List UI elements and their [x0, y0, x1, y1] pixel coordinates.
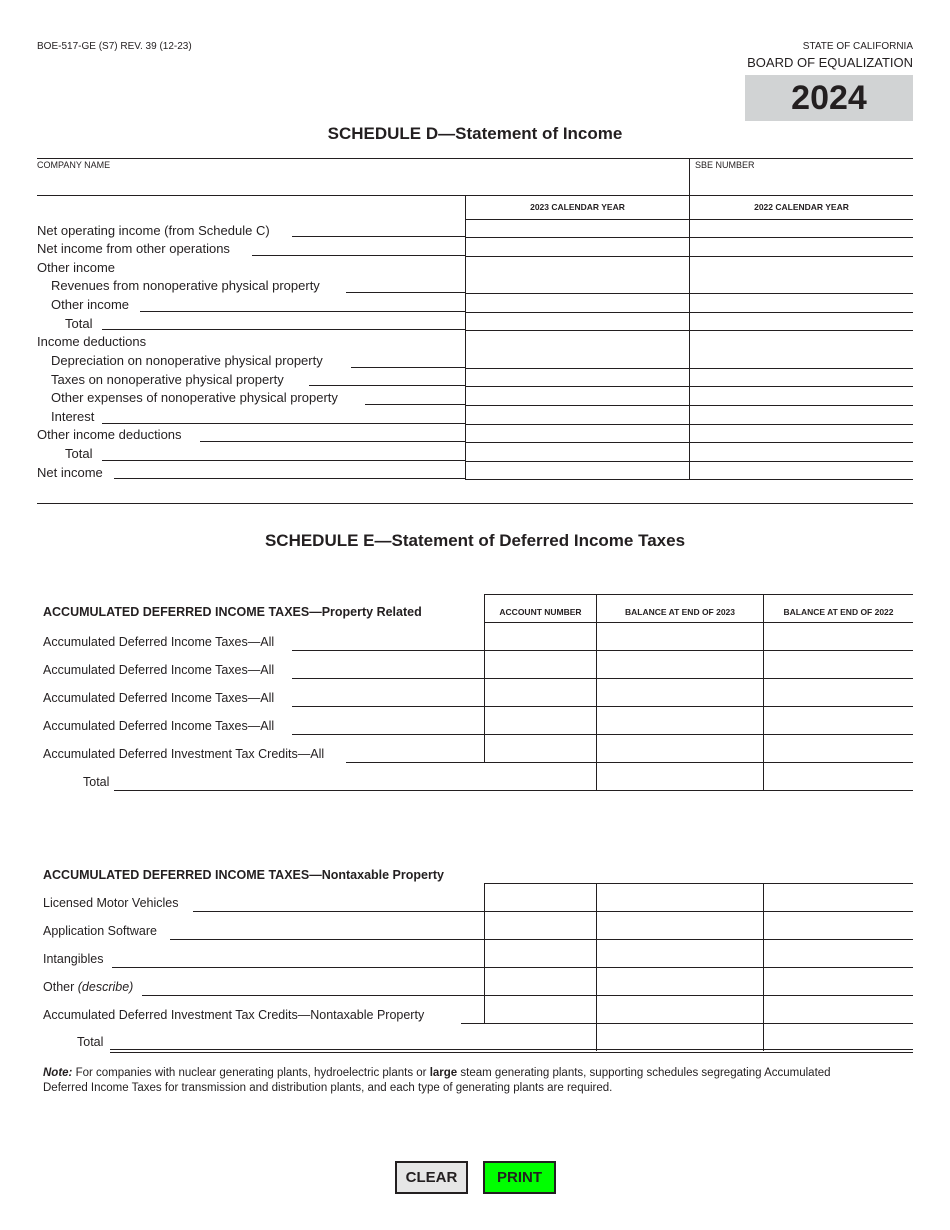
col-balance-2022: BALANCE AT END OF 2022 [783, 607, 894, 617]
company-name-label: COMPANY NAME [37, 160, 111, 170]
note-text-2: steam generating plants, supporting schedules segregating Accumulated Deferred Income Taxes for transmission and distribution plants, and each type of generating plants are required. [43, 1067, 831, 1094]
row-depreciation: Depreciation on nonoperative physical property [51, 353, 323, 368]
describe-hint: (describe) [77, 980, 134, 994]
row-other-income-total: Total [65, 316, 93, 331]
schedule-d-title: SCHEDULE D—Statement of Income [327, 124, 623, 143]
sbe-number-label: SBE NUMBER [695, 160, 755, 170]
note-label: Note: [43, 1067, 73, 1079]
tax-year-badge: 2024 [745, 75, 913, 121]
sbe-number-field[interactable] [691, 172, 913, 194]
print-button[interactable]: PRINT [483, 1161, 556, 1194]
note-emphasis: large [429, 1067, 458, 1079]
row-other-income: Other income [51, 297, 130, 312]
note-text-1: For companies with nuclear generating plants, hydroelectric plants or [72, 1067, 430, 1079]
property-row-3: Accumulated Deferred Income Taxes—All [43, 691, 275, 705]
row-other-income-heading: Other income [37, 260, 116, 275]
row-deductions-total: Total [65, 446, 93, 461]
row-other-expenses: Other expenses of nonoperative physical property [51, 390, 338, 405]
row-income-deductions-heading: Income deductions [37, 334, 147, 349]
property-related-heading: ACCUMULATED DEFERRED INCOME TAXES—Property Related [43, 605, 422, 619]
property-row-2: Accumulated Deferred Income Taxes—All [43, 663, 275, 677]
row-net-income: Net income [37, 465, 103, 480]
col-balance-2023: BALANCE AT END OF 2023 [624, 607, 736, 617]
state-label: STATE OF CALIFORNIA [802, 41, 913, 52]
row-taxes-nonoperative: Taxes on nonoperative physical property [51, 372, 284, 387]
other-label: Other [43, 980, 75, 994]
property-row-itc: Accumulated Deferred Investment Tax Credits—All [43, 747, 325, 761]
nontaxable-row-vehicles: Licensed Motor Vehicles [43, 896, 179, 910]
row-other-income-deductions: Other income deductions [37, 427, 182, 442]
property-row-1: Accumulated Deferred Income Taxes—All [43, 635, 275, 649]
property-row-4: Accumulated Deferred Income Taxes—All [43, 719, 275, 733]
row-interest: Interest [51, 409, 95, 424]
col-2022-header: 2022 CALENDAR YEAR [754, 202, 849, 212]
nontaxable-row-intangibles: Intangibles [43, 952, 104, 966]
nontaxable-row-other [43, 980, 133, 994]
nontaxable-row-software: Application Software [43, 924, 157, 938]
nontaxable-heading: ACCUMULATED DEFERRED INCOME TAXES—Nontaxable Property [43, 868, 444, 882]
clear-button[interactable]: CLEAR [395, 1161, 468, 1194]
nontaxable-row-itc: Accumulated Deferred Investment Tax Credits—Nontaxable Property [43, 1008, 425, 1022]
form-id: BOE-517-GE (S7) REV. 39 (12-23) [37, 41, 192, 52]
col-2023-header: 2023 CALENDAR YEAR [530, 202, 625, 212]
row-net-operating-income: Net operating income (from Schedule C) [37, 223, 270, 238]
row-revenues-nonoperative: Revenues from nonoperative physical property [51, 278, 320, 293]
nontaxable-total: Total [77, 1035, 104, 1049]
footnote [43, 1066, 873, 1096]
col-account-number: ACCOUNT NUMBER [499, 607, 582, 617]
board-label: BOARD OF EQUALIZATION [747, 55, 913, 70]
row-net-income-other-ops: Net income from other operations [37, 241, 230, 256]
schedule-e-title: SCHEDULE E—Statement of Deferred Income Taxes [264, 531, 686, 550]
company-name-field[interactable] [37, 172, 687, 194]
property-total: Total [83, 775, 110, 789]
